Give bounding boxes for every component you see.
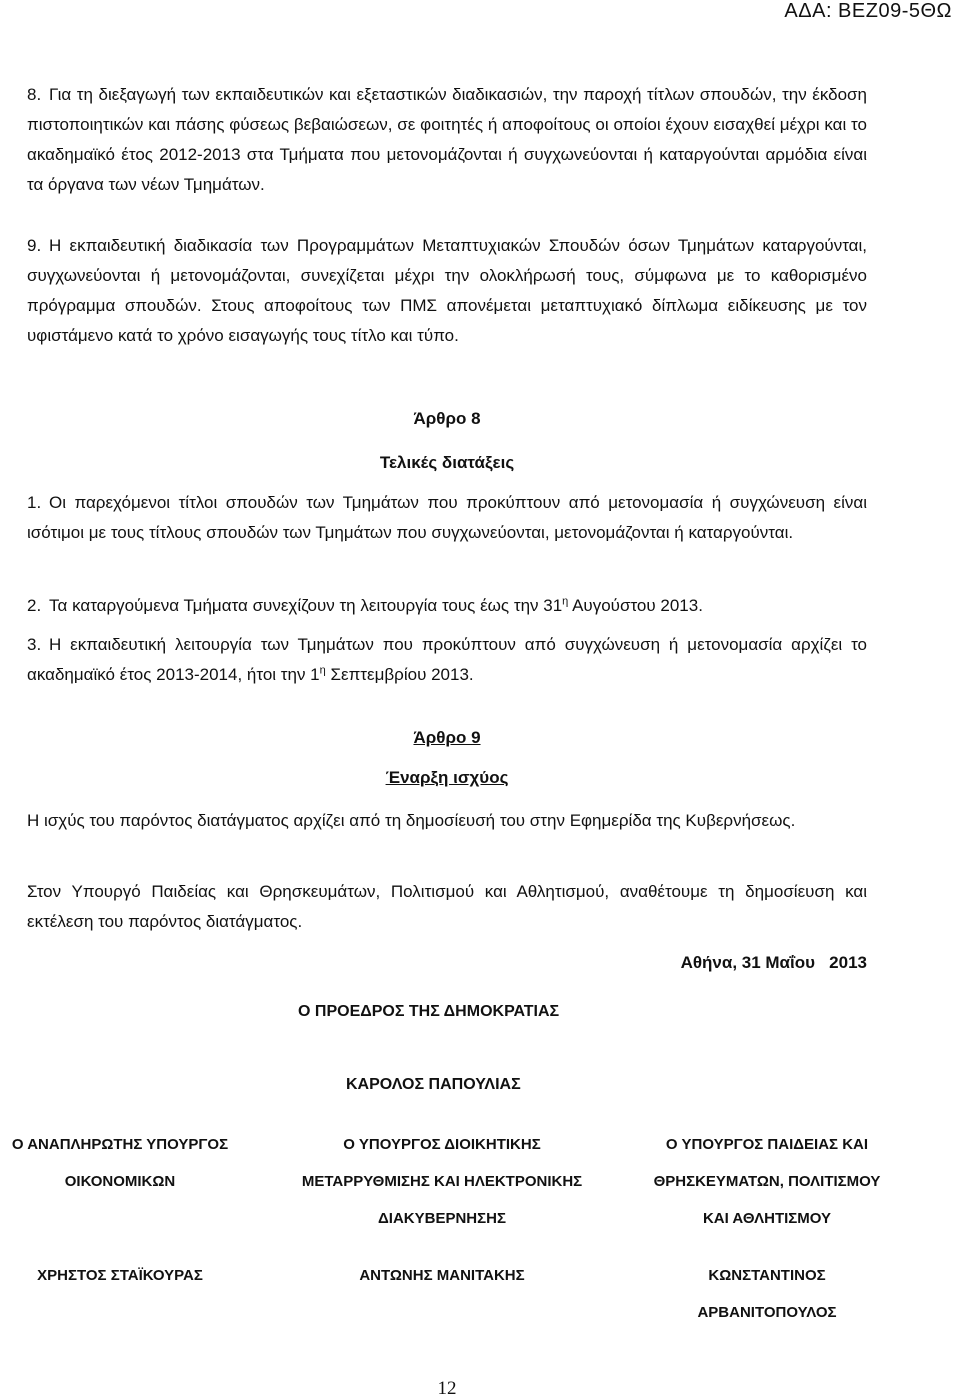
article-8-p3-number: 3. [27,635,42,654]
article-9-paragraph-1: Η ισχύς του παρόντος διατάγματος αρχίζει από τη δημοσίευσή του στην Εφημερίδα της Κυβερνήσεως. [27,811,796,830]
minister-finance-title-2: ΟΙΚΟΝΟΜΙΚΩΝ [64,1173,176,1190]
item-9 [27,231,867,351]
minister-admin-title-1: Ο ΥΠΟΥΡΓΟΣ ΔΙΟΙΚΗΤΙΚΗΣ [343,1136,541,1153]
article-8-p2-text-end: Αυγούστου 2013. [568,596,703,615]
article-8-paragraph-1 [27,488,867,548]
minister-finance-title-1: Ο ΑΝΑΠΛΗΡΩΤΗΣ ΥΠΟΥΡΓΟΣ [11,1136,229,1153]
article-8-p3-sup: η [319,664,326,677]
article-8-p1-number: 1. [27,493,42,512]
minister-block-admin [272,1126,612,1237]
minister-block-finance [0,1126,240,1200]
item-9-number: 9. [27,236,42,255]
article-8-p1-text: Οι παρεχόμενοι τίτλοι σπουδών των Τμημάτων που προκύπτουν από μετονομασία ή συγχώνευση είναι ισότιμοι με τους τίτλους σπουδών των Τμημάτων που συγχωνεύονται, μετονομάζονται ή καταργούνται. [27,493,867,542]
article-8-p2-number: 2. [27,596,42,615]
article-9-subheading: Έναρξη ισχύος [385,768,509,787]
minister-education-name-2: ΑΡΒΑΝΙΤΟΠΟΥΛΟΣ [697,1304,837,1321]
minister-education-title-3: ΚΑΙ ΑΘΛΗΤΙΣΜΟΥ [702,1210,832,1227]
minister-education-name-1: ΚΩΝΣΤΑΝΤΙΝΟΣ [708,1267,826,1284]
president-name: ΚΑΡΟΛΟΣ ΠΑΠΟΥΛΙΑΣ [346,1076,521,1093]
article-9-heading: Άρθρο 9 [413,728,481,747]
article-8-p2-sup: η [562,595,569,608]
ada-code: ΑΔΑ: ΒΕΖ09-5ΘΩ [784,0,952,22]
article-8-paragraph-2 [27,591,867,621]
article-8-p3-text-end: Σεπτεμβρίου 2013. [325,665,474,684]
minister-admin-name: ΑΝΤΩΝΗΣ ΜΑΝΙΤΑΚΗΣ [359,1267,525,1284]
article-9-paragraph-2: Στον Υπουργό Παιδείας και Θρησκευμάτων, Πολιτισμού και Αθλητισμού, αναθέτουμε τη δημοσίευση και εκτέλεση του παρόντος διατάγματος. [27,882,867,931]
minister-education-title-2: ΘΡΗΣΚΕΥΜΑΤΩΝ, ΠΟΛΙΤΙΣΜΟΥ [653,1173,881,1190]
article-8-subheading: Τελικές διατάξεις [379,453,515,472]
item-8-text: Για τη διεξαγωγή των εκπαιδευτικών και εξεταστικών διαδικασιών, την παροχή τίτλων σπουδών, την έκδοση πιστοποιητικών και πάσης φύσεως βεβαιώσεων, σε φοιτητές ή αποφοίτους οι οποίοι έχουν εισαχθεί μέχρι και το ακαδημαϊκό έτος 2012-2013 στα Τμήματα που μετονομάζονται ή συγχωνεύονται ή καταργούνται αρμόδια είναι τα όργανα των νέων Τμημάτων. [27,85,867,194]
minister-education-title-1: Ο ΥΠΟΥΡΓΟΣ ΠΑΙΔΕΙΑΣ ΚΑΙ [665,1136,869,1153]
article-8-paragraph-3 [27,630,867,690]
page-number: 12 [437,1378,457,1399]
minister-admin-title-2: ΜΕΤΑΡΡΥΘΜΙΣΗΣ ΚΑΙ ΗΛΕΚΤΡΟΝΙΚΗΣ [301,1173,583,1190]
article-8-p3-text: Η εκπαιδευτική λειτουργία των Τμημάτων που προκύπτουν από συγχώνευση ή μετονομασία αρχίζει το ακαδημαϊκό έτος 2013-2014, ήτοι την 1 [27,635,867,684]
minister-finance-name: ΧΡΗΣΤΟΣ ΣΤΑΪΚΟΥΡΑΣ [37,1267,203,1284]
article-8-heading: Άρθρο 8 [413,409,481,428]
item-8 [27,80,867,200]
item-9-text: Η εκπαιδευτική διαδικασία των Προγραμμάτων Μεταπτυχιακών Σπουδών όσων Τμημάτων καταργούνται, συγχωνεύονται ή μετονομάζονται, συνεχίζεται μέχρι την ολοκλήρωσή τους, σύμφωνα με το καθορισμένο πρόγραμμα σπουδών. Στους αποφοίτους των ΠΜΣ απονέμεται μεταπτυχιακό δίπλωμα ειδίκευσης με τον υφιστάμενο κατά το χρόνο εισαγωγής τους τίτλο και τύπο. [27,236,867,345]
article-8-p2-text: Τα καταργούμενα Τμήματα συνεχίζουν τη λειτουργία τους έως την 31 [49,596,563,615]
minister-admin-title-3: ΔΙΑΚΥΒΕΡΝΗΣΗΣ [378,1210,506,1227]
minister-education-name [630,1257,904,1331]
minister-block-education [630,1126,904,1237]
president-title: Ο ΠΡΟΕΔΡΟΣ ΤΗΣ ΔΗΜΟΚΡΑΤΙΑΣ [298,1003,560,1020]
item-8-number: 8. [27,85,42,104]
date-line: Αθήνα, 31 Μαΐου 2013 [680,953,867,972]
